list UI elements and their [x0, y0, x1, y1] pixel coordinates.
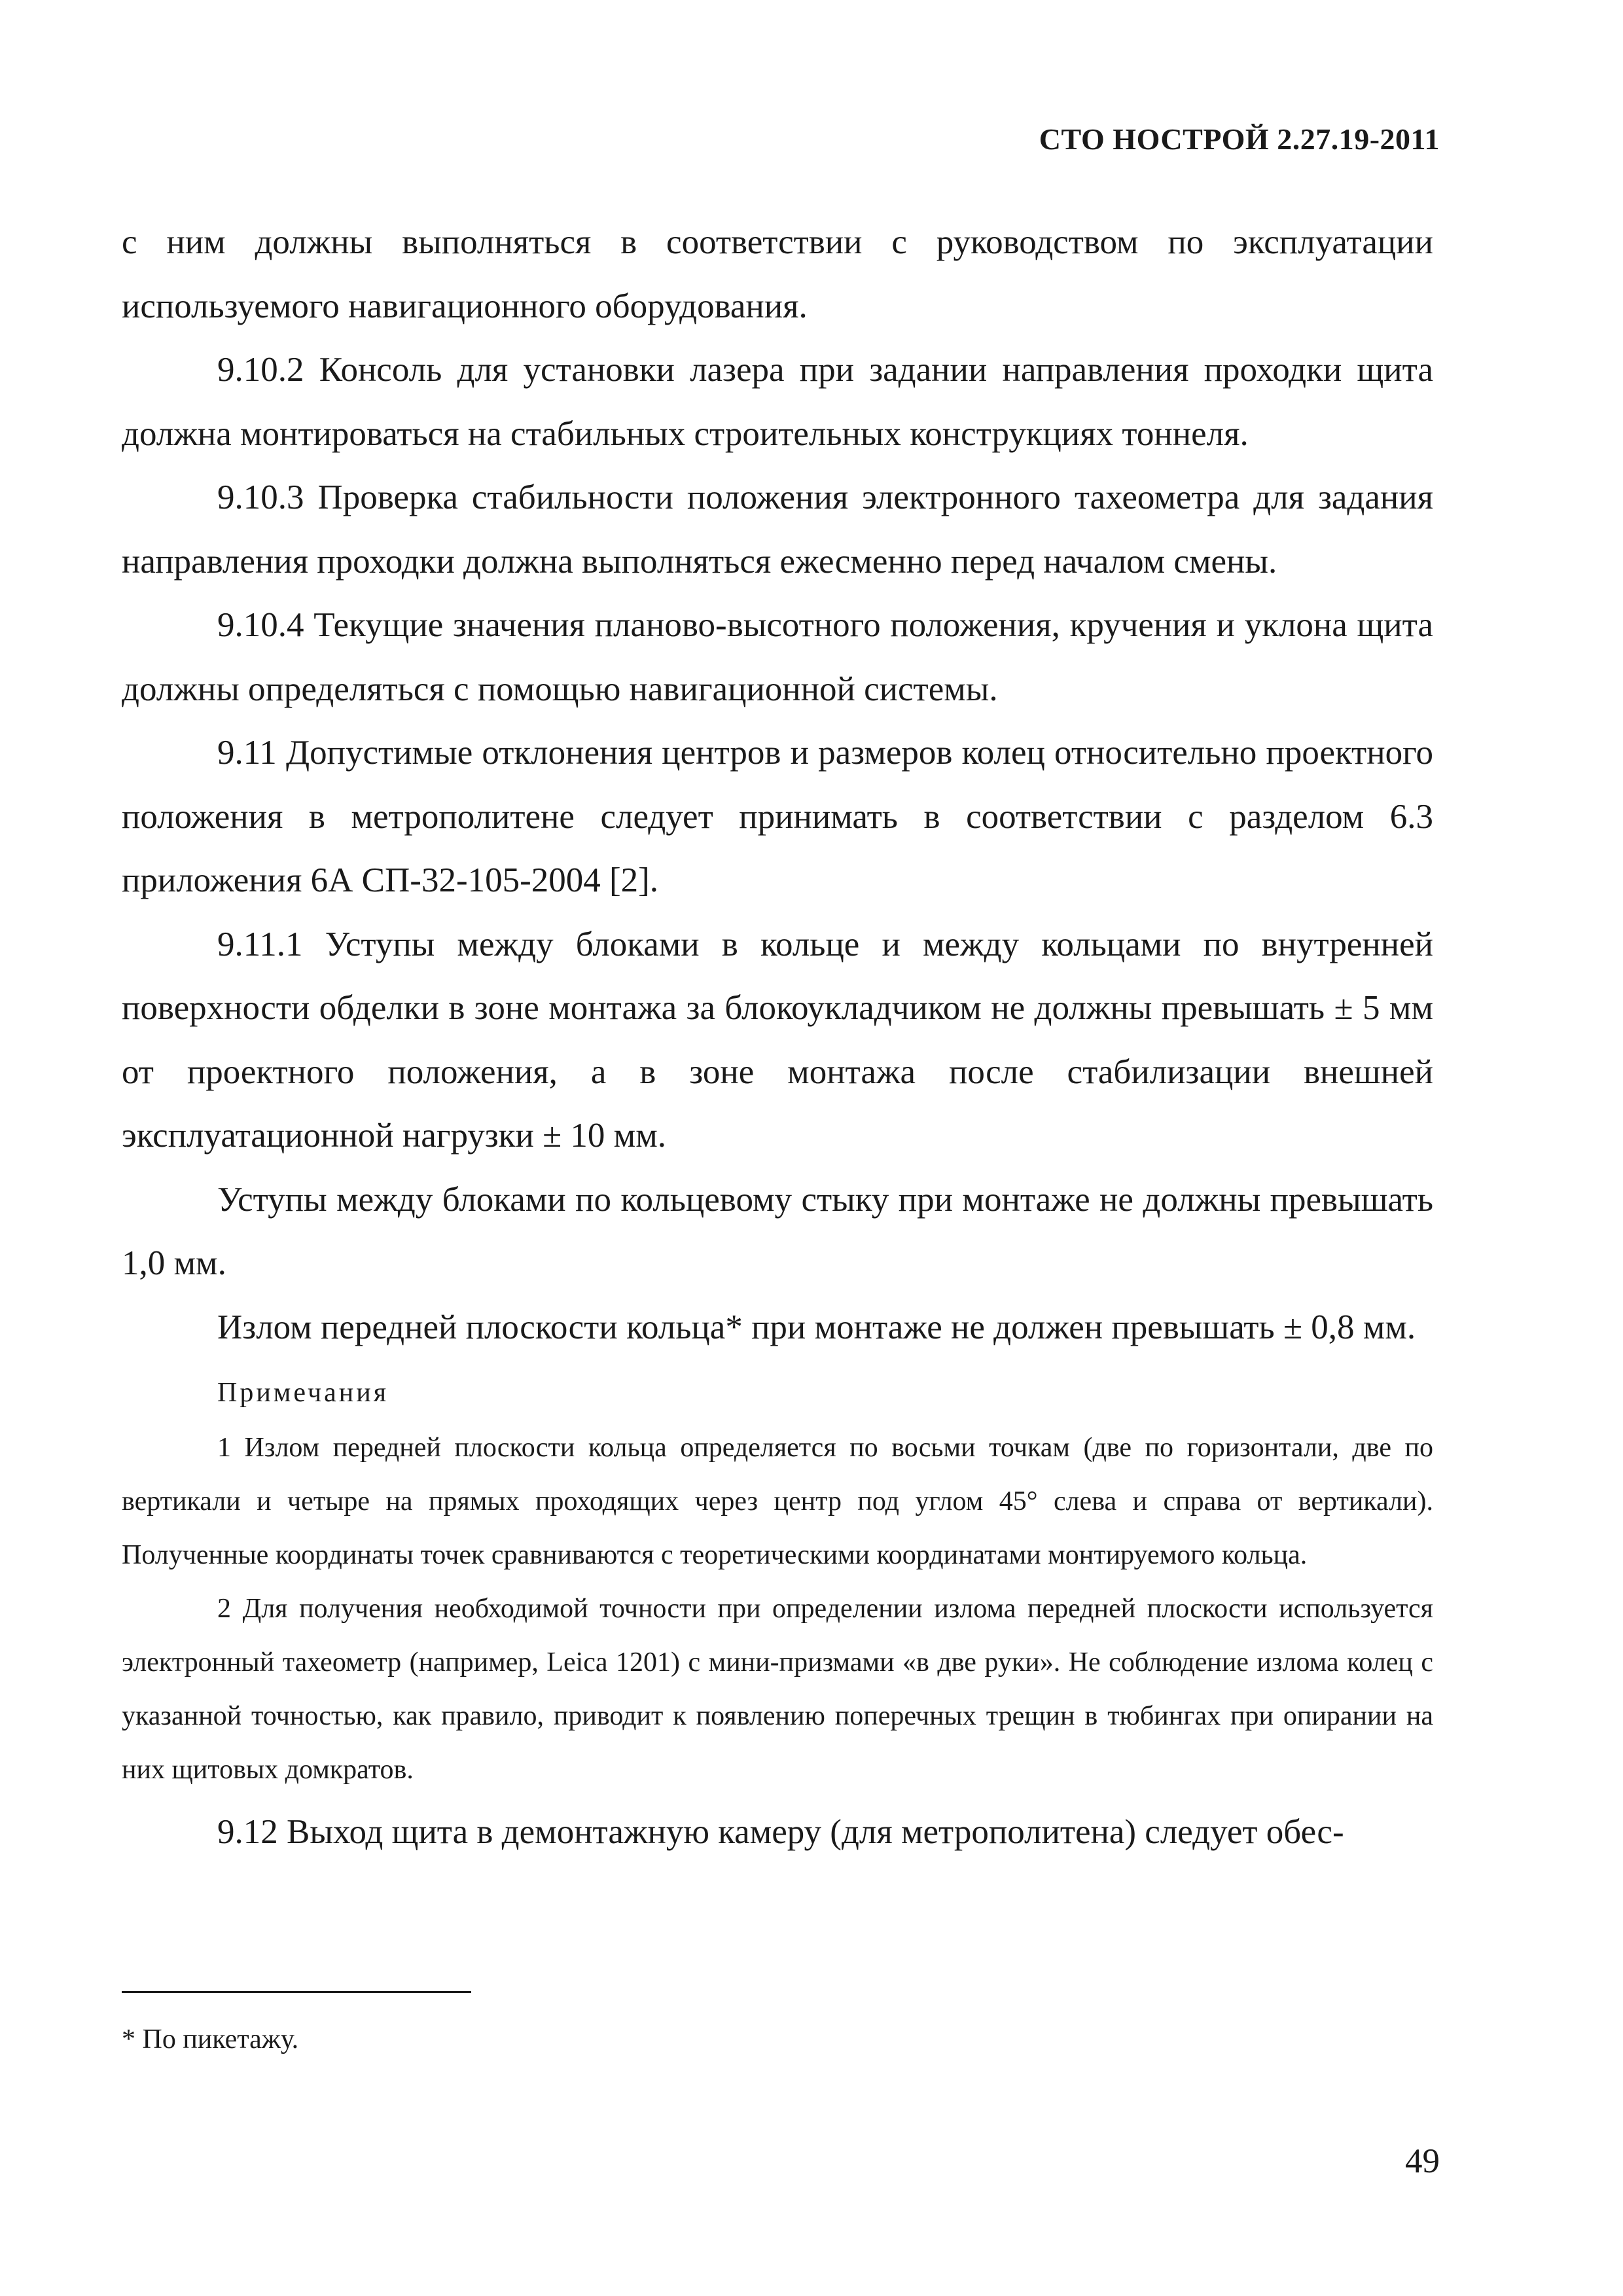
paragraph-ring-joint-steps: Уступы между блоками по кольцевому стыку при монтаже не должны превышать 1,0 мм.: [122, 1180, 1433, 1282]
note-1: 1 Излом передней плоскости кольца определяется по восьми точкам (две по горизонтали, две по вертикали и четыре на прямых проходящих через центр под углом 45° слева и справа от вертикали). Полученные координаты точек сравниваются с теоретическими координатами монтируемого кольца.: [122, 1433, 1433, 1570]
footnote: * По пикетажу.: [122, 2024, 299, 2054]
paragraph-9-11: 9.11 Допустимые отклонения центров и размеров колец относительно проектного положения в метрополитене следует принимать в соответствии с разделом 6.3 приложения 6А СП-32-105-2004 [2].: [122, 734, 1433, 899]
page-number: 49: [1405, 2142, 1440, 2180]
footnote-separator: [122, 1991, 471, 1993]
paragraph-continuation: с ним должны выполняться в соответствии с руководством по эксплуатации используемого навигационного оборудования.: [122, 223, 1433, 325]
paragraph-9-11-1: 9.11.1 Уступы между блоками в кольце и между кольцами по внутренней поверхности обделки в зоне монтажа за блокоукладчиком не должны превышать ± 5 мм от проектного положения, а в зоне монтажа после стабилизации внешней эксплуатационной нагрузки ± 10 мм.: [122, 925, 1433, 1155]
paragraph-9-10-3: 9.10.3 Проверка стабильности положения электронного тахеометра для задания направления проходки должна выполняться ежесменно перед началом смены.: [122, 478, 1433, 581]
notes-title: Примечания: [217, 1378, 389, 1408]
paragraph-9-10-2: 9.10.2 Консоль для установки лазера при задании направления проходки щита должна монтироваться на стабильных строительных конструкциях тоннеля.: [122, 351, 1433, 453]
document-code-header: СТО НОСТРОЙ 2.27.19-2011: [1039, 122, 1440, 156]
body-text: [122, 211, 1433, 1865]
paragraph-ring-front-plane: Излом передней плоскости кольца* при монтаже не должен превышать ± 0,8 мм.: [217, 1308, 1416, 1346]
paragraph-9-10-4: 9.10.4 Текущие значения планово-высотного положения, кручения и уклона щита должны определяться с помощью навигационной системы.: [122, 606, 1433, 708]
note-2: 2 Для получения необходимой точности при определении излома передней плоскости используется электронный тахеометр (например, Leica 1201) с мини-призмами «в две руки». Не соблюдение излома колец с указанной точностью, как правило, приводит к появлению поперечных трещин в тюбингах при опирании на них щитовых домкратов.: [122, 1594, 1433, 1785]
paragraph-9-12: 9.12 Выход щита в демонтажную камеру (для метрополитена) следует обес-: [217, 1813, 1344, 1851]
